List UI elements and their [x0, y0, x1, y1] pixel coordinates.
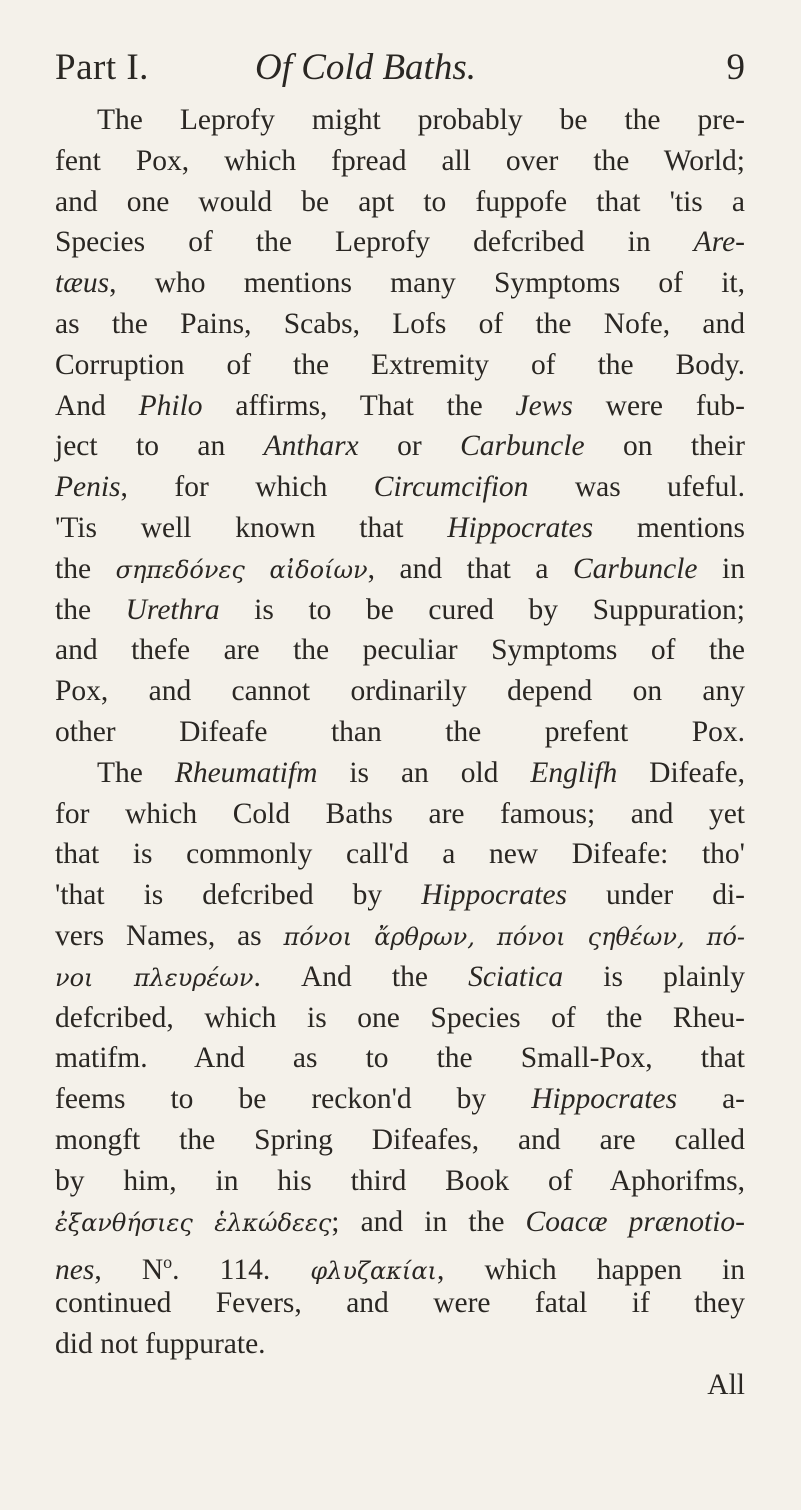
- italic-text: Philo: [138, 389, 203, 422]
- text-segment: continued Fevers, and were fatal if they: [55, 1287, 745, 1320]
- text-segment: Species of the Leprofy defcribed in: [55, 226, 694, 259]
- italic-text: Are-: [693, 226, 745, 259]
- italic-text: Coacæ prænotio-: [525, 1205, 745, 1238]
- italic-text: Sciatica: [468, 960, 564, 993]
- text-line: [55, 1079, 745, 1120]
- text-segment: vers Names, as: [55, 919, 284, 952]
- italic-text: nes: [55, 1254, 95, 1287]
- text-line: [55, 304, 745, 345]
- text-segment: matifm. And as to the Small-Pox, that: [55, 1042, 745, 1075]
- italic-text: Penis: [55, 471, 121, 504]
- text-segment: under di-: [567, 879, 746, 912]
- text-line: [55, 957, 745, 998]
- text-segment: , who mentions many Symptoms of it,: [109, 267, 745, 300]
- text-segment: . 114.: [172, 1254, 311, 1287]
- text-line: [55, 1242, 745, 1287]
- page-number: 9: [726, 47, 745, 88]
- text-line: [55, 753, 745, 794]
- italic-text: Carbuncle: [572, 552, 698, 585]
- text-line: [55, 549, 745, 590]
- text-segment: Difeafe,: [617, 756, 745, 789]
- text-segment: . And the: [253, 960, 469, 993]
- catchword: All: [707, 1368, 745, 1401]
- text-segment: , for which: [120, 471, 374, 504]
- text-segment: the: [55, 593, 126, 626]
- text-segment: ject to an: [55, 430, 264, 463]
- text-line: [55, 182, 745, 223]
- text-line: [55, 508, 745, 549]
- text-line: [55, 141, 745, 182]
- text-line: [55, 712, 745, 753]
- text-segment: is plainly: [563, 960, 746, 993]
- text-segment: in: [697, 552, 745, 585]
- text-segment: Pox, and cannot ordinarily depend on any: [55, 675, 745, 708]
- italic-text: Hippocrates: [421, 879, 568, 912]
- italic-text: Antharx: [263, 430, 359, 463]
- text-line: [55, 426, 745, 467]
- text-segment: The: [97, 756, 175, 789]
- text-line: [55, 222, 745, 263]
- text-line: [55, 1202, 745, 1243]
- text-segment: or: [358, 430, 461, 463]
- text-segment: , N: [94, 1254, 164, 1287]
- text-segment: is an old: [317, 756, 531, 789]
- text-line: [55, 386, 745, 427]
- text-segment: mentions: [593, 511, 745, 544]
- italic-text: Englifh: [530, 756, 618, 789]
- italic-text: Urethra: [125, 593, 220, 626]
- italic-text: tæus: [55, 267, 110, 300]
- body-text: [55, 100, 745, 1406]
- text-segment: defcribed, which is one Species of the Rheu-: [55, 1001, 745, 1034]
- greek-text: πόνοι ἄρθρων, πόνοι ςηθέων, πό-: [283, 922, 745, 951]
- greek-text: νοι πλευρέων: [55, 963, 254, 992]
- greek-text: φλυζακίαι: [310, 1257, 437, 1286]
- text-line: [55, 794, 745, 835]
- text-line: [55, 100, 745, 141]
- text-line: [55, 345, 745, 386]
- text-line: [55, 834, 745, 875]
- italic-text: Carbuncle: [460, 430, 585, 463]
- text-segment: was ufeful.: [528, 471, 745, 504]
- text-line: [55, 916, 745, 957]
- text-line: [55, 467, 745, 508]
- running-head: [55, 38, 745, 98]
- text-segment: on their: [584, 430, 745, 463]
- text-segment: did not fuppurate.: [55, 1327, 266, 1360]
- text-segment: is to be cured by Suppuration;: [219, 593, 745, 626]
- italic-text: Hippocrates: [531, 1083, 678, 1116]
- text-segment: as the Pains, Scabs, Lofs of the Nofe, and: [55, 307, 745, 340]
- text-segment: a-: [677, 1083, 745, 1116]
- text-segment: , which happen in: [436, 1254, 745, 1287]
- text-segment: And: [55, 389, 139, 422]
- text-segment: affirms, That the: [202, 389, 516, 422]
- text-segment: The Leprofy might probably be the pre-: [97, 104, 745, 136]
- text-segment: mongft the Spring Difeafes, and are called: [55, 1123, 745, 1156]
- text-segment: and thefe are the peculiar Symptoms of the: [55, 634, 745, 667]
- text-line: [55, 1283, 745, 1324]
- text-line: [55, 875, 745, 916]
- text-segment: fent Pox, which fpread all over the World;: [55, 144, 745, 177]
- text-segment: were fub-: [572, 389, 745, 422]
- text-line: [55, 1324, 745, 1365]
- text-segment: 'that is defcribed by: [55, 879, 422, 912]
- text-line: [55, 590, 745, 631]
- running-head-part: Part I.: [55, 47, 149, 88]
- text-line: [55, 998, 745, 1039]
- text-line: [55, 630, 745, 671]
- text-segment: , and that a: [367, 552, 573, 585]
- text-line: [55, 263, 745, 304]
- text-line: [55, 671, 745, 712]
- text-segment: o: [163, 1252, 173, 1273]
- text-segment: and one would be apt to fuppofe that 'tis a: [55, 185, 745, 218]
- italic-text: Jews: [515, 389, 573, 422]
- text-segment: 'Tis well known that: [55, 511, 448, 544]
- text-segment: that is commonly call'd a new Difeafe: tho': [55, 838, 745, 871]
- text-segment: the: [55, 552, 116, 585]
- text-segment: ; and in the: [331, 1205, 526, 1238]
- greek-text: σηπεδόνες αἰδοίων: [115, 555, 368, 584]
- italic-text: Rheumatifm: [174, 756, 318, 789]
- text-segment: Corruption of the Extremity of the Body.: [55, 348, 745, 381]
- text-segment: feems to be reckon'd by: [55, 1083, 532, 1116]
- italic-text: Circumcifion: [373, 471, 529, 504]
- text-line: [55, 1038, 745, 1079]
- text-segment: by him, in his third Book of Aphorifms,: [55, 1164, 745, 1197]
- text-line: [55, 1120, 745, 1161]
- greek-text: ἐξανθήσιες ἑλκώδεες: [55, 1208, 332, 1237]
- italic-text: Hippocrates: [447, 511, 594, 544]
- text-segment: for which Cold Baths are famous; and yet: [55, 797, 745, 830]
- text-line: [55, 1161, 745, 1202]
- text-segment: other Difeafe than the prefent Pox.: [55, 715, 745, 748]
- running-head-title: Of Cold Baths.: [255, 47, 476, 88]
